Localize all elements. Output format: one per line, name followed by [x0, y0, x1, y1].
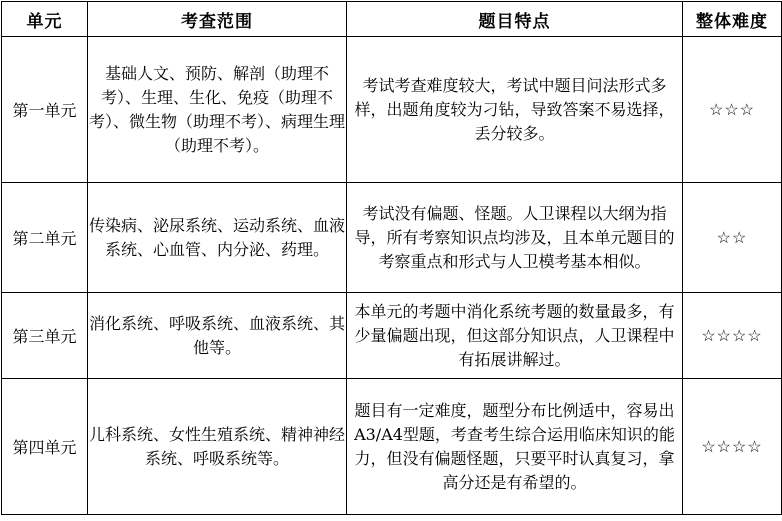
table-body: [2, 37, 782, 515]
features-cell: 本单元的考题中消化系统考题的数量最多，有少量偏题出现，但这部分知识点，人卫课程中有拓展讲解过。: [347, 293, 683, 379]
header-difficulty: 整体难度: [683, 2, 782, 37]
difficulty-stars: ☆☆☆☆: [683, 379, 782, 515]
scope-cell: 传染病、泌尿系统、运动系统、血液系统、心血管、内分泌、药理。: [88, 183, 347, 293]
difficulty-stars: ☆☆: [683, 183, 782, 293]
unit-cell: 第二单元: [2, 183, 88, 293]
table-header: [2, 2, 782, 37]
scope-cell: 基础人文、预防、解剖（助理不考）、生理、生化、免疫（助理不考）、微生物（助理不考）、病理生理（助理不考）。: [88, 37, 347, 183]
scope-cell: 消化系统、呼吸系统、血液系统、其他等。: [88, 293, 347, 379]
table-row: [2, 379, 782, 515]
unit-cell: 第一单元: [2, 37, 88, 183]
table-row: [2, 37, 782, 183]
difficulty-stars: ☆☆☆: [683, 37, 782, 183]
unit-cell: 第三单元: [2, 293, 88, 379]
table-row: [2, 183, 782, 293]
features-cell: 考试没有偏题、怪题。人卫课程以大纲为指导，所有考察知识点均涉及，且本单元题目的考察重点和形式与人卫模考基本相似。: [347, 183, 683, 293]
table-row: [2, 293, 782, 379]
scope-cell: 儿科系统、女性生殖系统、精神神经系统、呼吸系统等。: [88, 379, 347, 515]
unit-cell: 第四单元: [2, 379, 88, 515]
header-scope: 考查范围: [88, 2, 347, 37]
difficulty-stars: ☆☆☆☆: [683, 293, 782, 379]
header-unit: 单元: [2, 2, 88, 37]
exam-table: [1, 1, 782, 515]
features-cell: 考试考查难度较大，考试中题目问法形式多样，出题角度较为刁钻，导致答案不易选择，丢分较多。: [347, 37, 683, 183]
header-features: 题目特点: [347, 2, 683, 37]
header-row: [2, 2, 782, 37]
features-cell: 题目有一定难度，题型分布比例适中，容易出A3/A4型题，考查考生综合运用临床知识的能力，但没有偏题怪题，只要平时认真复习，拿高分还是有希望的。: [347, 379, 683, 515]
